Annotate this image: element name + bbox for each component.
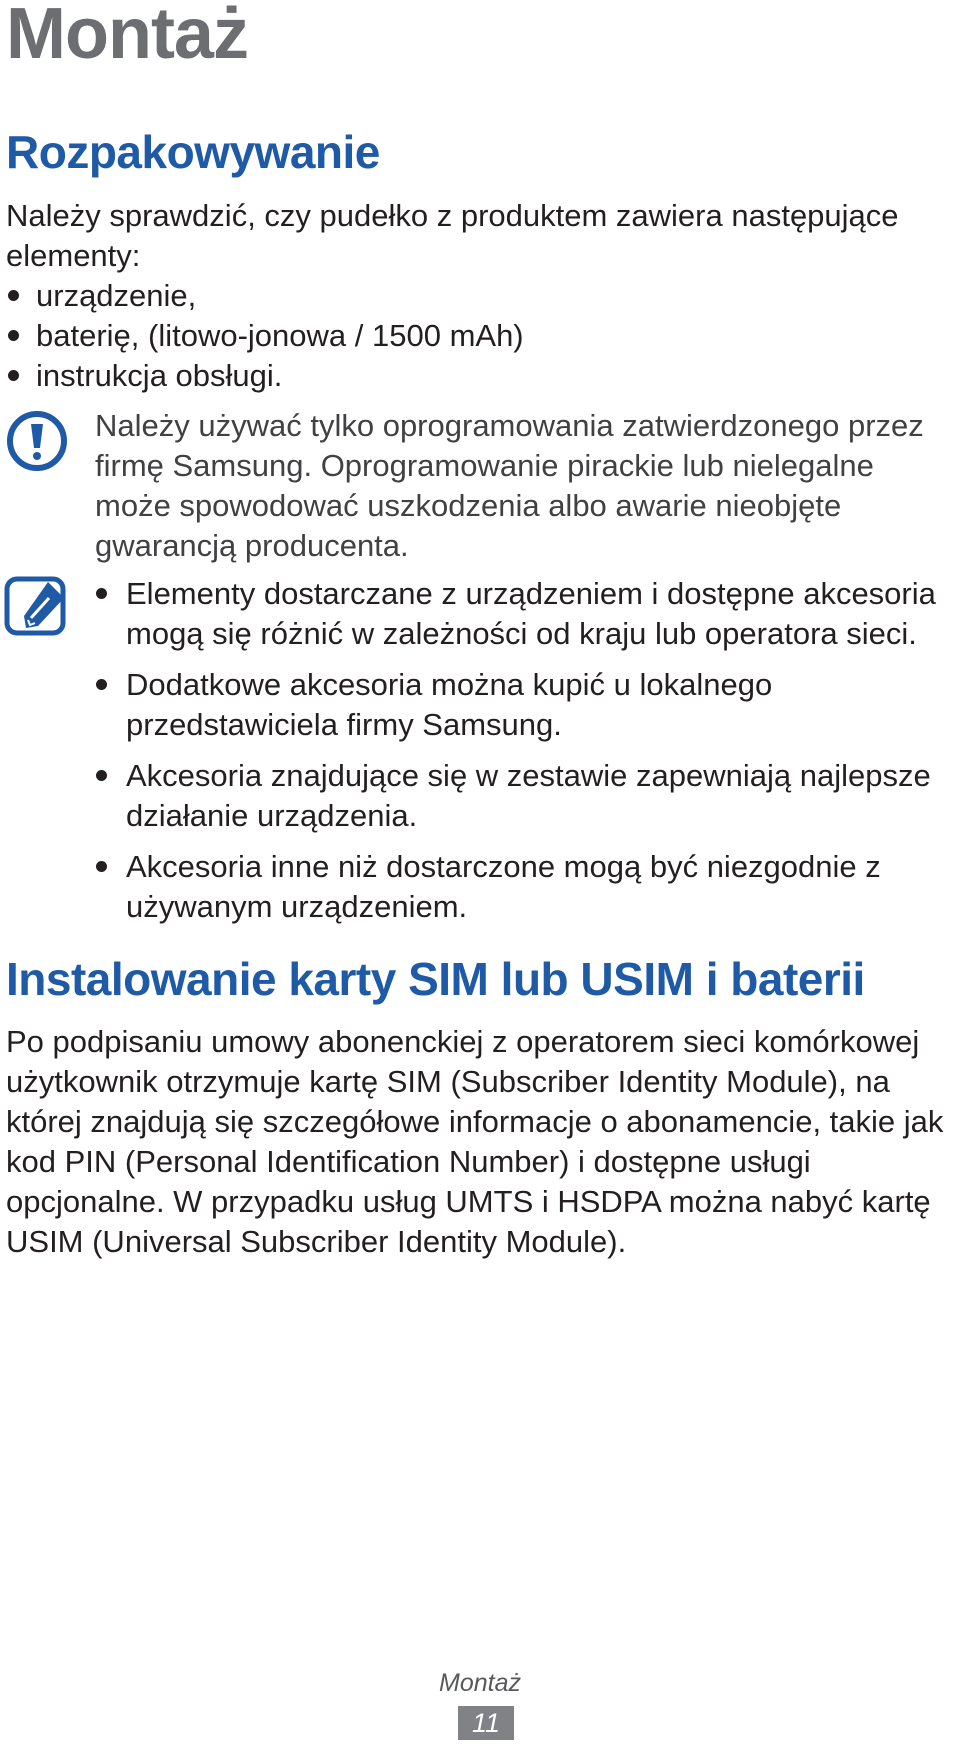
chapter-title: Montaż	[6, 0, 248, 74]
section-heading-sim: Instalowanie karty SIM lub USIM i baterii	[6, 953, 865, 1005]
unpacking-intro-text: Należy sprawdzić, czy pudełko z produktem zawiera następujące elementy:	[6, 198, 899, 273]
list-item: urządzenie,	[6, 276, 524, 316]
contents-list	[6, 276, 524, 396]
warning-icon	[6, 410, 68, 472]
sim-body-text: Po podpisaniu umowy abonenckiej z operatorem sieci komórkowej użytkownik otrzymuje kartę SIM (Subscriber Identity Module), na której znajdują się szczegółowe informacje o abonamencie, takie jak kod PIN (Personal Identification Number) i dostępne usługi opcjonalne. W przypadku usług UMTS i HSDPA można nabyć kartę USIM (Universal Subscriber Identity Module).	[6, 1024, 944, 1259]
notes-list	[96, 574, 960, 938]
warning-text	[95, 406, 955, 566]
list-item: Dodatkowe akcesoria można kupić u lokalnego przedstawiciela firmy Samsung.	[96, 665, 960, 745]
list-item: instrukcja obsługi.	[6, 356, 524, 396]
footer-section-label: Montaż	[439, 1669, 521, 1697]
list-item: baterię, (litowo-jonowa / 1500 mAh)	[6, 316, 524, 356]
warning-message: Należy używać tylko oprogramowania zatwierdzonego przez firmę Samsung. Oprogramowanie pirackie lub nielegalne może spowodować uszkodzenia albo awarie nieobjęte gwarancją producenta.	[95, 408, 924, 563]
unpacking-intro	[6, 196, 906, 276]
list-item: Elementy dostarczane z urządzeniem i dostępne akcesoria mogą się różnić w zależności od kraju lub operatora sieci.	[96, 574, 960, 654]
note-icon	[4, 574, 68, 638]
section-heading-unpacking: Rozpakowywanie	[6, 126, 380, 178]
page-number: 11	[458, 1706, 514, 1740]
list-item: Akcesoria znajdujące się w zestawie zapewniają najlepsze działanie urządzenia.	[96, 756, 960, 836]
list-item: Akcesoria inne niż dostarczone mogą być niezgodnie z używanym urządzeniem.	[96, 847, 960, 927]
sim-body	[6, 1022, 951, 1262]
